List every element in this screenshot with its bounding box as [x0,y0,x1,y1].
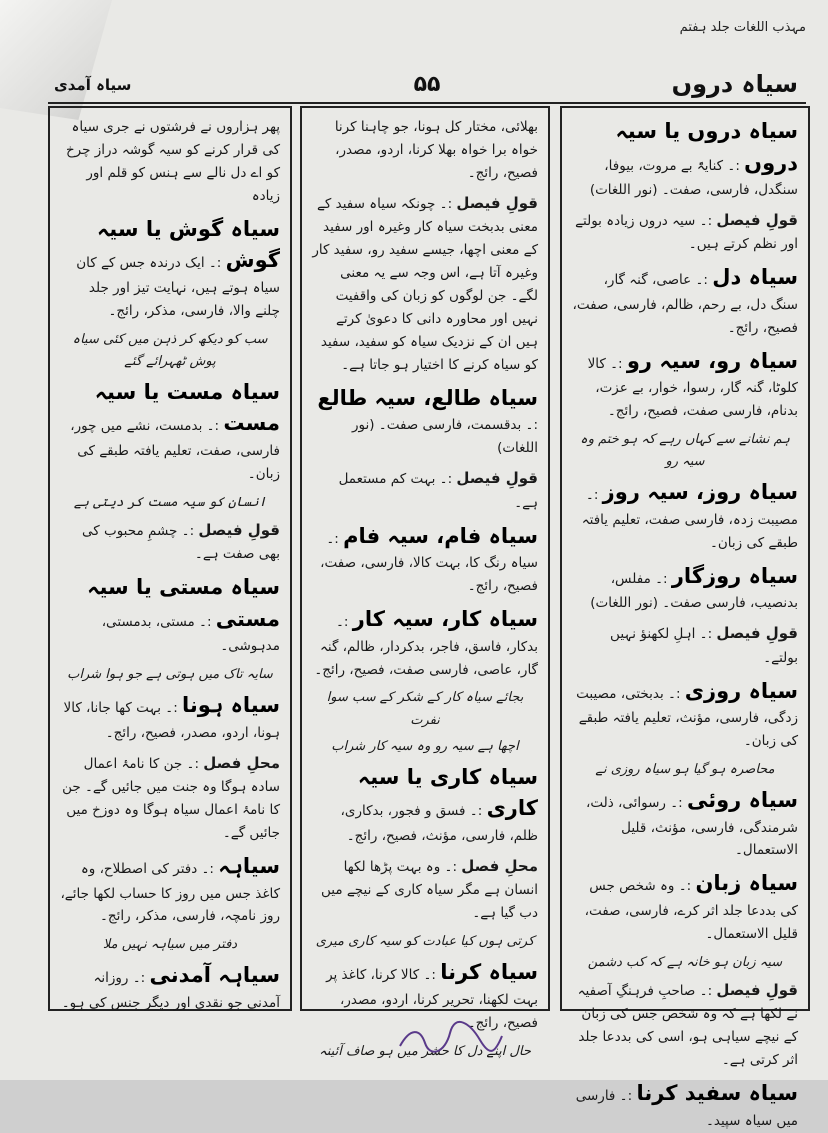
headword: سیاہ فام، سیہ فام [343,523,538,548]
dictionary-entry [312,191,538,377]
headword: سیاہ روزگار [671,563,798,588]
definition: :۔ کالا کلوٹا، گنہ گار، رسوا، خوار، بے عزت، بدنام، فارسی صفت، فصیح، رائج۔ [587,355,798,420]
headword: سیاہ دل [712,265,798,290]
usage-note-label: قولِ فیصل [456,469,538,488]
definition: :۔ وہ شخص جس کی بددعا جلد اثر کرے، فارسی، صفت، قلیل الاستعمال۔ [584,878,798,942]
definition: :۔ اہلِ لکھنؤ نہیں بولتے۔ [610,626,798,666]
headword: سیاہ روز، سیہ روز [602,480,798,505]
headword: سیاہ گوش یا سیہ گوش [96,216,280,273]
dictionary-entry [60,851,280,928]
handwritten-number [390,1018,510,1058]
headword: سیاہہ [218,854,280,878]
dictionary-entry [572,346,798,423]
dictionary-entry [60,690,280,744]
definition: :۔ بہت کم مستعمل ہے۔ [338,471,538,511]
dictionary-entry [312,466,538,514]
verse-quote: بجائے سیاہ کار کے شکر کے سب سوا نفرت [326,690,524,728]
headword: سیاہ روئی [687,788,798,813]
dictionary-entry [312,762,538,848]
headword: سیاہ کاری یا سیہ کاری [357,764,538,821]
column-left [48,106,292,1011]
dictionary-entry [312,854,538,925]
running-head-prev: سیاہ آمدی [54,76,132,94]
verse-quote: انسان کو سیہ مست کر دیتی ہے [73,494,267,510]
definition: :۔ سیہ دروں زیادہ بولتے اور نظم کرتے ہیں۔ [575,212,798,253]
dictionary-entry [572,208,798,256]
definition: :۔ بدمست، نشے میں چور، فارسی، صفت، تعلیم یافتہ طبقے کی زبان۔ [70,418,280,482]
definition: :۔ کالا کرنا، کاغذ پر بہت لکھنا، تحریر کرنا، اردو، مصدر، فصیح، رائج۔ [326,967,538,1031]
definition: :۔ مفلس، بدنصیب، فارسی صفت۔ (نور اللغات) [590,570,798,612]
verse-quote: اچھا ہے سیہ رو وہ سیہ کار شراب [331,738,519,754]
definition: :۔ مستی، بدمستی، مدہوشی۔ [101,613,280,655]
definition: :۔ فسق و فجور، بدکاری، ظلم، فارسی، مؤنث، فصیح، رائج۔ [340,803,538,844]
headword: سیاہ رو، سیہ رو [626,348,798,373]
dictionary-entry [572,868,798,945]
dictionary-entry [60,377,280,486]
definition: :۔ چونکہ سیاہ سفید کے معنی بدبخت سیاہ کار وغیرہ اور سفید کے معنی اچھا، جیسے سفید رو، سفید کار وغیرہ آتا ہے، اس وجہ سے یہ معنی لگے۔ جن لوگوں کو زبان کی واقفیت نہیں اور محاورہ دانی کا دعویٰ کرتے ہیں ان کے نزدیک سیاہ کو سفید، سفید کو سیاہ کرنے کا اختیار ہو جاتا ہے۔ [312,195,538,373]
definition: :۔ فارسی میں سیاہ سپید۔ [575,1088,798,1129]
verse-quote: سیہ زبان ہو خانہ ہے کہ کب دشمن [587,954,783,970]
dictionary-entry [572,621,798,669]
definition: :۔ مصیبت زدہ، فارسی صفت، تعلیم یافتہ طبقے کی زبان۔ [581,487,798,551]
definition: :۔ جن کا نامۂ اعمال سادہ ہوگا وہ جنت میں جائیں گے۔ جن کا نامۂ اعمال سیاہ ہوگا وہ دوزخ میں جائیں گے۔ [62,755,280,842]
headword: سیاہ مستی یا سیہ مستی [87,575,280,631]
usage-note-label: قولِ فیصل [716,624,798,643]
definition: :۔ کنایۃً بے مروت، بیوفا، سنگدل، فارسی، صفت۔ (نور اللغات) [589,157,798,198]
dictionary-entry [60,572,280,658]
verse-quote: سایہ تاک میں ہوتی ہے جو ہوا شراب [67,667,273,683]
headword: سیاہ ہونا [182,693,280,718]
definition: پھر ہزاروں نے فرشتوں نے جری سیاہ کی قرار کرنے کو سیہ گوشہ دراز چرخ کو اے دل نالے سے ہنس کو قلم اور زیادہ [65,119,280,204]
definition: :۔ ایک درندہ جس کے کان سیاہ ہوتے ہیں، نہایت تیز اور جلد چلنے والا، فارسی، مذکر، رائج۔ [76,255,280,319]
column-middle [300,106,550,1059]
verse-quote: سب کو دیکھ کر ذہن میں کئی سیاہ پوش ٹھہرائے گئے [72,331,268,369]
definition: :۔ وہ بہت پڑھا لکھا انسان ہے مگر سیاہ کاری کے نیچے میں دب گیا ہے۔ [321,858,538,922]
definition: :۔ عاصی، گنہ گار، سنگ دل، بے رحم، ظالم، فارسی، صفت، فصیح، رائج۔ [572,272,798,336]
definition: :۔ رسوائی، ذلت، شرمندگی، فارسی، مؤنث، قلیل الاستعمال۔ [586,795,798,859]
dictionary-entry [60,960,280,1014]
dictionary-entry [572,262,798,339]
definition: :۔ بہت کھا جانا، کالا ہونا، اردو، مصدر، فصیح، رائج۔ [63,700,280,741]
page-header [48,70,806,104]
dictionary-entry [572,676,798,753]
dictionary-entry [572,1078,798,1132]
dictionary-entry [572,785,798,862]
definition: :۔ روزانہ آمدنی جو نقدی اور دیگر جنس کی ہو۔ [61,970,280,1011]
headword: سیاہ روزی [684,678,798,703]
usage-note-label: قولِ فیصل [716,210,798,229]
verse-quote: حال اپنے دل کا حشر میں ہو صاف آئینہ [319,1043,531,1059]
headword: سیاہ کار، سیہ کار [352,607,538,632]
dictionary-entry [572,116,798,202]
headword: سیاہہ آمدنی [149,963,280,988]
dictionary-entry [312,116,538,185]
usage-note-label: محلِ فصل [203,753,280,772]
definition: :۔ صاحبِ فرہنگِ آصفیہ نے لکھا ہے کہ وہ شخص جس کی زبان کے نیچے سیاہی ہو، اسی کی بددعا جلد اثر کرتی ہے۔ [577,982,798,1069]
verse-quote: محاصرہ ہو گیا ہو سیاہ روزی نے [595,761,775,777]
column-right [560,106,810,1129]
volume-title: مہذب اللغات جلد ہفتم [679,20,806,35]
dictionary-entry [312,604,538,681]
definition: :۔ بدبختی، مصیبت زدگی، فارسی، مؤنث، تعلیم یافتہ طبقے کی زبان۔ [576,685,798,749]
dictionary-entry [572,477,798,554]
dictionary-entry [312,383,538,460]
headword: سیاہ کرنا [440,960,538,985]
definition: :۔ بدکار، فاسق، فاجر، بدکردار، ظالم، گنہ گار، عاصی، فارسی صفت، فصیح، رائج۔ [314,614,538,678]
definition: بھلائی، مختار کل ہونا، جو چاہنا کرنا خواہ برا خواہ بھلا کرنا، اردو، مصدر، فصیح، رائج۔ [334,119,538,181]
verse-quote: ہم نشانے سے کہاں رہے کہ ہو ختم وہ سیہ رو [580,432,790,470]
verse-quote: کرتی ہوں کیا عبادت کو سیہ کاری میری [315,934,535,950]
dictionary-entry [60,116,280,208]
definition: :۔ سیاہ رنگ کا، بہت کالا، فارسی، صفت، فصیح، رائج۔ [320,530,538,595]
dictionary-entry [312,521,538,598]
headword: سیاہ مست یا سیہ مست [94,379,280,436]
usage-note-label: قولِ فیصل [198,520,280,539]
dictionary-entry [60,751,280,845]
dictionary-entry [60,214,280,323]
headword: سیاہ سفید کرنا [636,1081,798,1106]
running-head-title: سیاہ دروں [671,70,798,98]
usage-note-label: قولِ فیصل [716,980,798,999]
definition: :۔ بدقسمت، فارسی صفت۔ (نور اللغات) [351,417,538,457]
dictionary-entry [572,561,798,615]
usage-note-label: قولِ فیصل [456,193,538,212]
headword: سیاہ دروں یا سیہ دروں [615,119,798,175]
headword: سیاہ طالع، سیہ طالع [317,385,538,410]
page-number: ۵۵ [413,72,441,97]
usage-note-label: محلِ فصل [461,856,538,875]
definition: :۔ دفتر کی اصطلاح، وہ کاغذ جس میں روز کا حساب لکھا جائے، روز نامچہ، فارسی، مذکر، رائج۔ [60,861,280,925]
verse-quote: دفتر میں سیاہہ نہیں ملا [102,937,238,953]
dictionary-entry [60,518,280,566]
dictionary-entry [572,978,798,1072]
headword: سیاہ زبان [695,871,798,896]
definition: :۔ چشمِ محبوب کی بھی صفت ہے۔ [82,522,280,563]
